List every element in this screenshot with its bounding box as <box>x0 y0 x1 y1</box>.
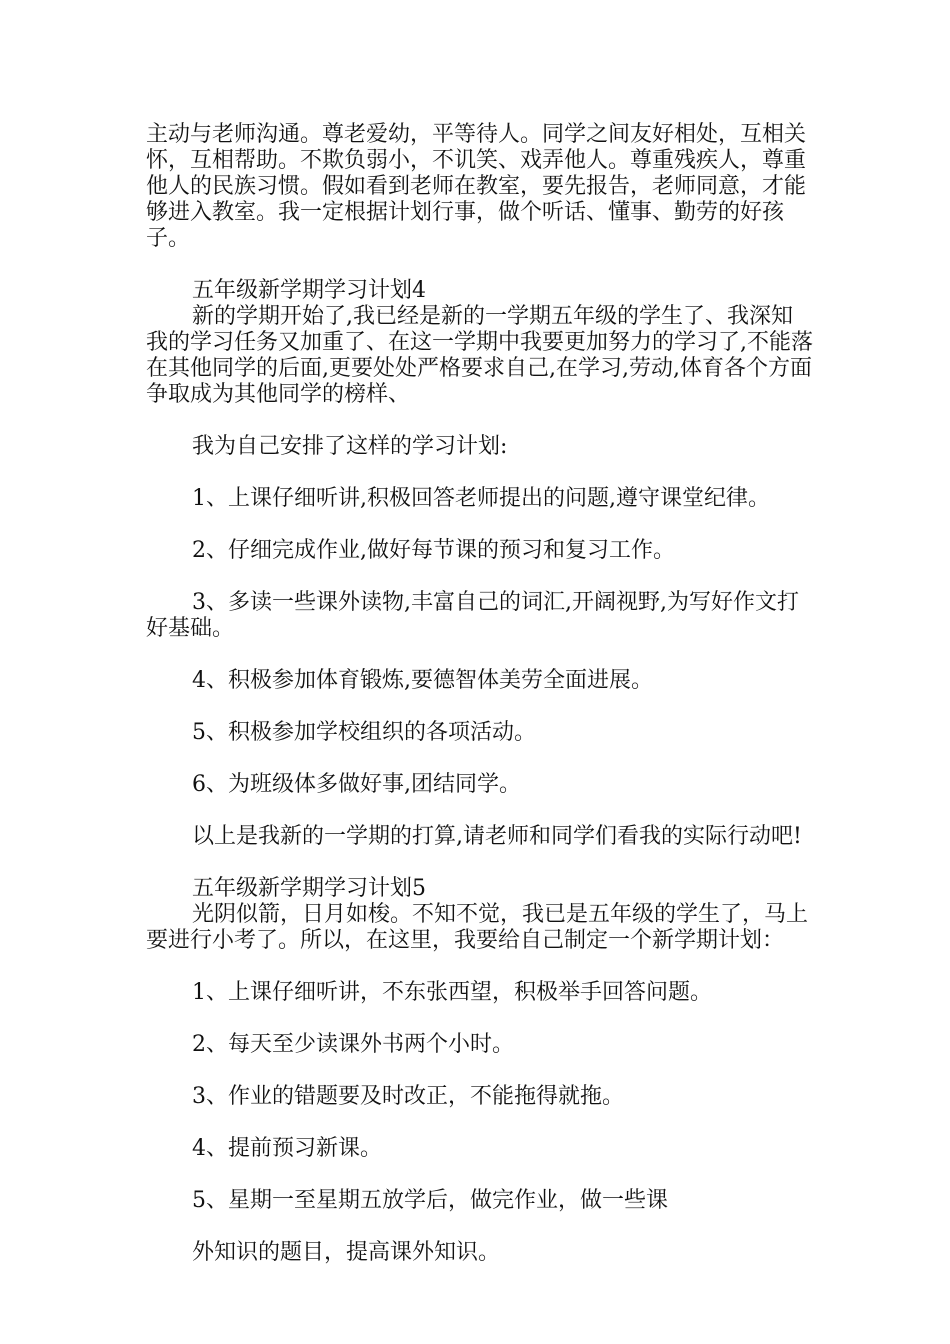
section5-item: 3、作业的错题要及时改正，不能拖得就拖。 <box>192 1084 624 1109</box>
section5-item: 5、星期一至星期五放学后，做完作业，做一些课 <box>192 1188 668 1213</box>
section4-plan-intro: 我为自己安排了这样的学习计划: <box>192 434 508 459</box>
section4-item: 3、多读一些课外读物,丰富自己的词汇,开阔视野,为写好作文打好基础。 <box>146 590 799 641</box>
section4-opening: 新的学期开始了,我已经是新的一学期五年级的学生了、我深知我的学习任务又加重了、在这一学期中我要更加努力的学习了,不能落在其他同学的后面,更要处处严格要求自己,在学习,劳动,体育各个方面争取成为其他同学的榜样、 <box>146 304 813 407</box>
section5-heading: 五年级新学期学习计划5 <box>192 876 426 901</box>
section4-item: 5、积极参加学校组织的各项活动。 <box>192 720 536 745</box>
section4-item: 4、积极参加体育锻炼,要德智体美劳全面进展。 <box>192 668 653 693</box>
section4-item: 2、仔细完成作业,做好每节课的预习和复习工作。 <box>192 538 675 563</box>
section5-continuation: 外知识的题目，提高课外知识。 <box>192 1240 501 1265</box>
section4-item: 1、上课仔细听讲,积极回答老师提出的问题,遵守课堂纪律。 <box>192 486 770 511</box>
section4-item: 6、为班级体多做好事,团结同学。 <box>192 772 521 797</box>
section5-item: 2、每天至少读课外书两个小时。 <box>192 1032 514 1057</box>
section4-heading: 五年级新学期学习计划4 <box>192 278 426 303</box>
section5-item: 4、提前预习新课。 <box>192 1136 382 1161</box>
section4-closing: 以上是我新的一学期的打算,请老师和同学们看我的实际行动吧! <box>192 824 802 849</box>
intro-paragraph: 主动与老师沟通。尊老爱幼，平等待人。同学之间友好相处，互相关怀，互相帮助。不欺负弱小，不讥笑、戏弄他人。尊重残疾人，尊重他人的民族习惯。假如看到老师在教室，要先报告，老师同意，才能够进入教室。我一定根据计划行事，做个听话、懂事、勤劳的好孩子。 <box>146 122 807 251</box>
section5-item: 1、上课仔细听讲，不东张西望，积极举手回答问题。 <box>192 980 712 1005</box>
section5-opening: 光阴似箭，日月如梭。不知不觉，我已是五年级的学生了，马上要进行小考了。所以，在这里，我要给自己制定一个新学期计划： <box>146 902 809 953</box>
document-body <box>146 122 814 1266</box>
